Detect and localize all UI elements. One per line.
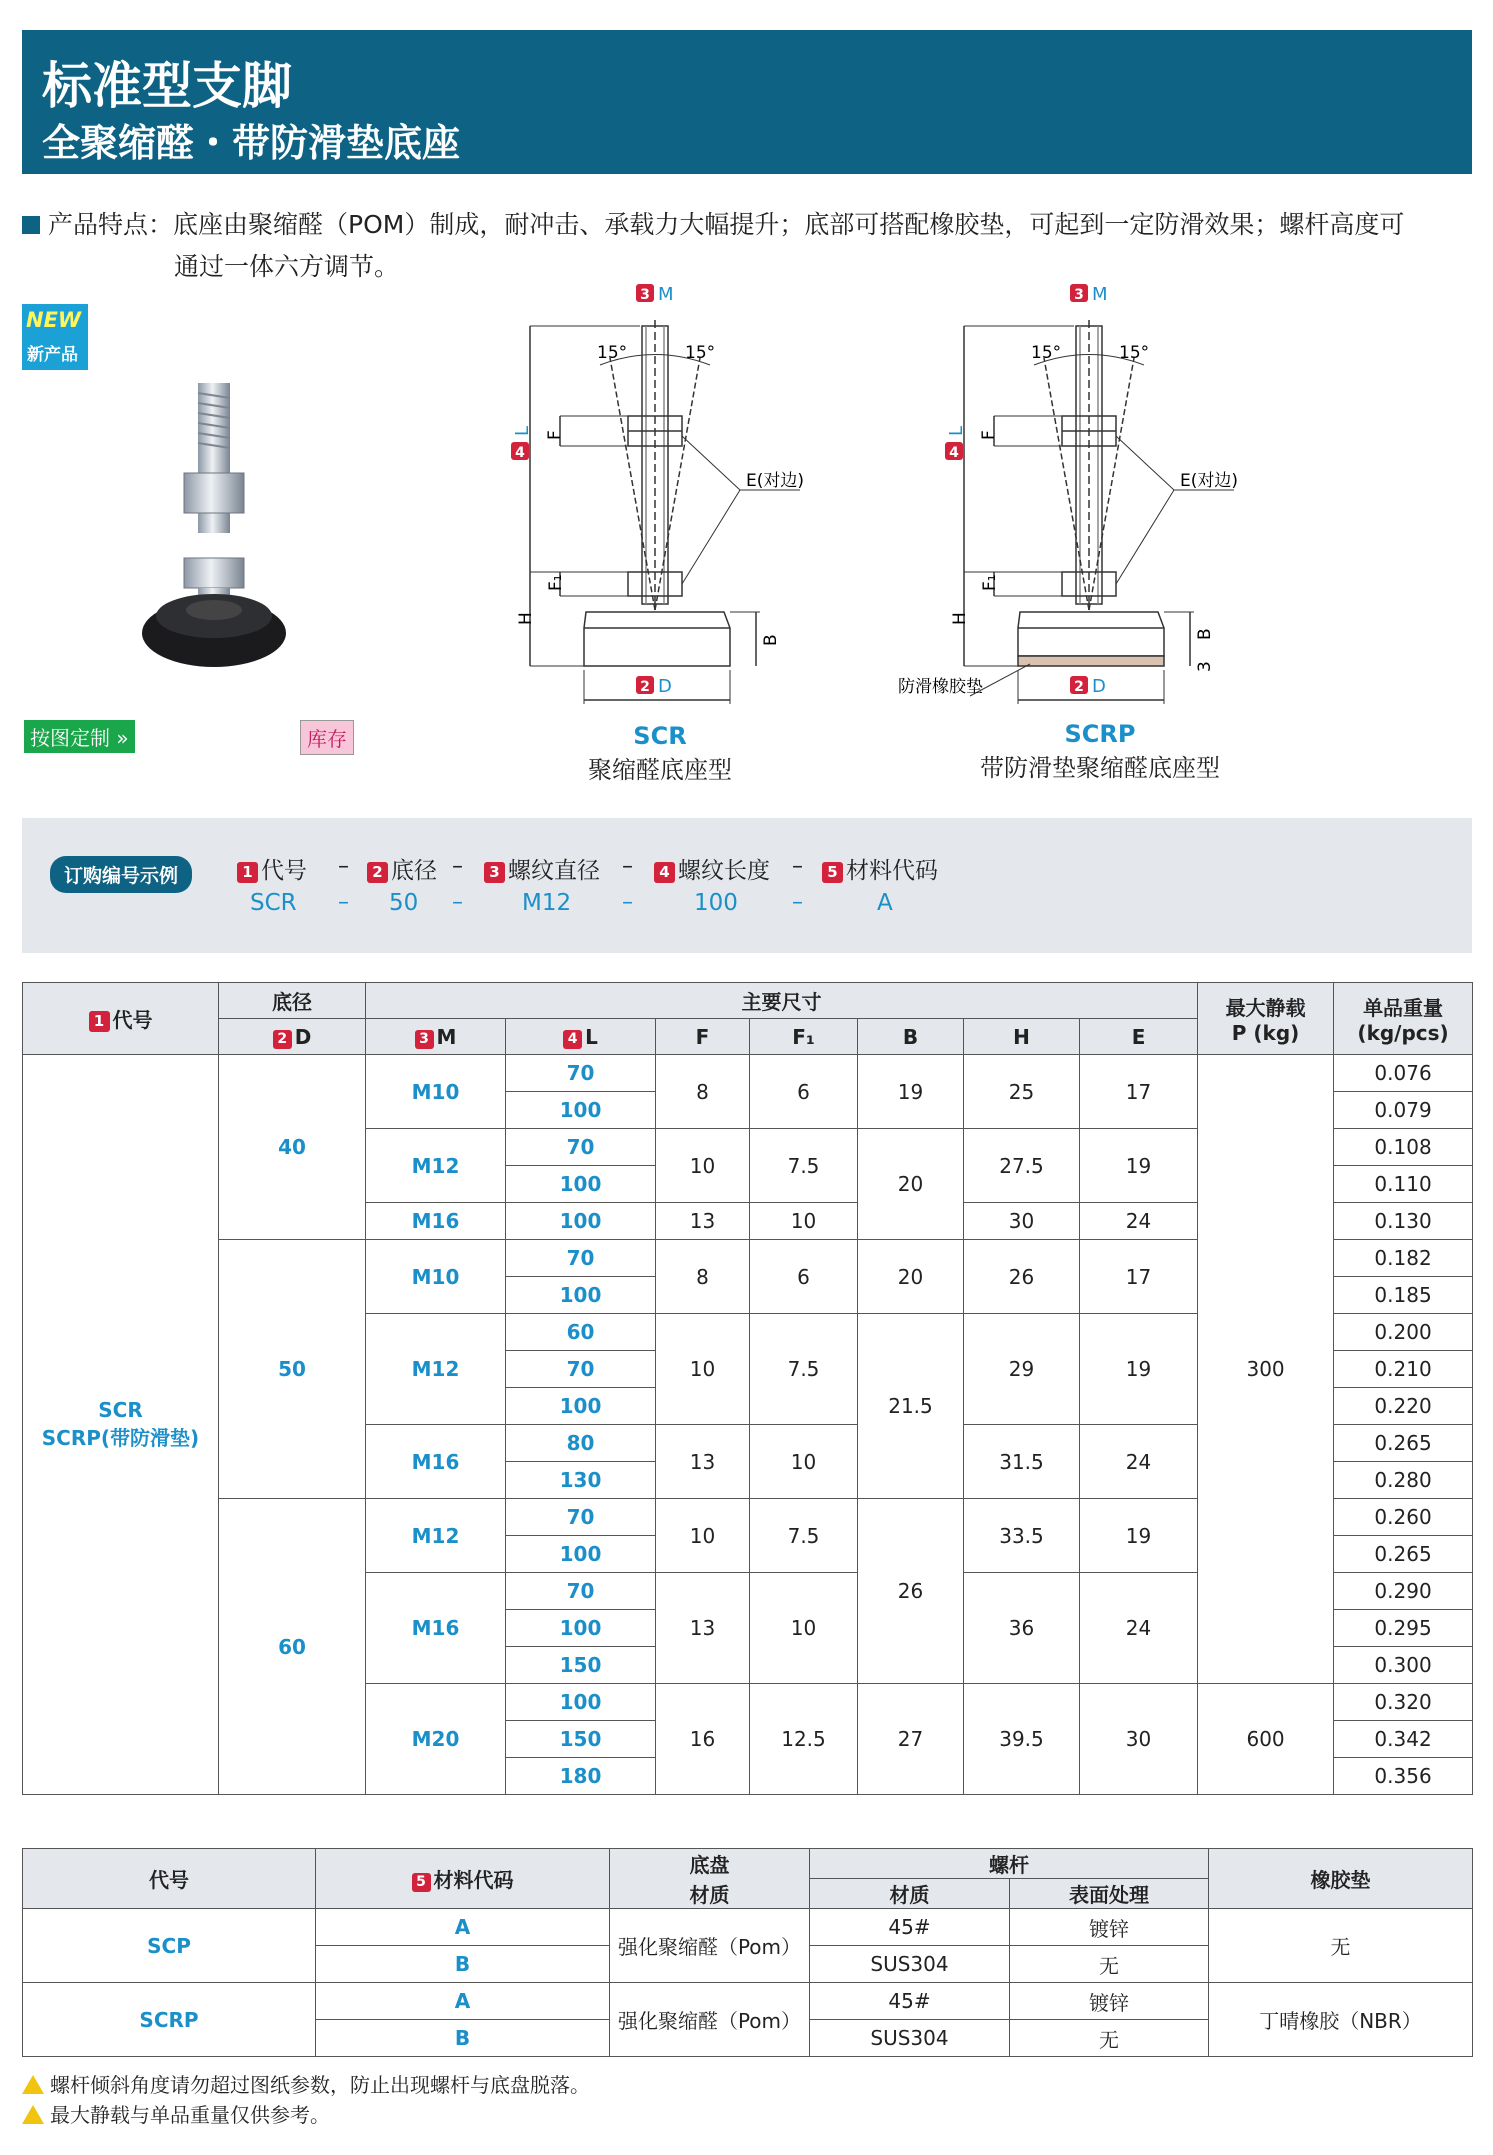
f1-cell: 10	[750, 1573, 858, 1684]
order-example	[22, 818, 1472, 953]
title-banner	[22, 30, 1472, 174]
weight-cell: 0.182	[1334, 1240, 1473, 1277]
col-code: 1 代号	[23, 983, 219, 1055]
stock-tag[interactable]	[300, 720, 354, 755]
label-e: E(对边)	[746, 471, 805, 491]
e-cell: 19	[1080, 1499, 1198, 1573]
b-cell: 19	[858, 1055, 964, 1129]
features-line-1: 产品特点：底座由聚缩醛（POM）制成，耐冲击、承载力大幅提升；底部可搭配橡胶垫，可起到一定防滑效果；螺杆高度可	[48, 210, 1405, 239]
table-row	[23, 1909, 1473, 1946]
mat-code-cell: SCP	[23, 1909, 316, 1983]
note-1: 螺杆倾斜角度请勿超过图纸参数，防止出现螺杆与底盘脱落。	[22, 2070, 590, 2100]
col-load: 最大静载 P (kg)	[1198, 983, 1334, 1055]
load-cell: 300	[1198, 1055, 1334, 1684]
col-e: E	[1080, 1019, 1198, 1055]
mat-col-screw: 螺杆	[810, 1849, 1209, 1879]
dash: –	[338, 890, 349, 915]
code-cell: SCR SCRP(带防滑垫)	[23, 1055, 219, 1795]
h-cell: 27.5	[964, 1129, 1080, 1203]
col-h: H	[964, 1019, 1080, 1055]
col-l: 4 L	[506, 1019, 656, 1055]
order-value-2: 50	[389, 890, 419, 916]
length-l-cell: 100	[506, 1536, 656, 1573]
b-cell: 21.5	[858, 1314, 964, 1499]
weight-cell: 0.342	[1334, 1721, 1473, 1758]
length-l-cell: 150	[506, 1647, 656, 1684]
label-d: D	[658, 676, 672, 697]
weight-cell: 0.130	[1334, 1203, 1473, 1240]
warning-icon	[22, 2105, 44, 2124]
e-cell: 17	[1080, 1055, 1198, 1129]
weight-cell: 0.110	[1334, 1166, 1473, 1203]
angle-right: 15°	[685, 343, 716, 363]
order-value-3: M12	[522, 890, 572, 916]
dash: –	[452, 890, 463, 915]
e-cell: 19	[1080, 1314, 1198, 1425]
order-value-4: 100	[694, 890, 738, 916]
weight-cell: 0.265	[1334, 1536, 1473, 1573]
mat-screw-cell: SUS304	[810, 2020, 1010, 2057]
mat-col-surface: 表面处理	[1010, 1879, 1209, 1909]
length-l-cell: 70	[506, 1055, 656, 1092]
h-cell: 30	[964, 1203, 1080, 1240]
dash: –	[792, 854, 803, 879]
f1-cell: 10	[750, 1425, 858, 1499]
label-3-r: 3	[1195, 661, 1215, 672]
weight-cell: 0.220	[1334, 1388, 1473, 1425]
order-field-2: 2 底径	[367, 852, 437, 885]
weight-cell: 0.108	[1334, 1129, 1473, 1166]
h-cell: 25	[964, 1055, 1080, 1129]
f1-cell: 6	[750, 1240, 858, 1314]
label-d-r: D	[1092, 676, 1106, 697]
weight-cell: 0.290	[1334, 1573, 1473, 1610]
thread-m-cell: M16	[366, 1573, 506, 1684]
svg-text:3: 3	[640, 287, 650, 303]
thread-m-cell: M16	[366, 1425, 506, 1499]
svg-text:4: 4	[949, 445, 959, 461]
length-l-cell: 60	[506, 1314, 656, 1351]
thread-m-cell: M12	[366, 1129, 506, 1203]
h-cell: 39.5	[964, 1684, 1080, 1795]
f-cell: 8	[656, 1240, 750, 1314]
weight-cell: 0.295	[1334, 1610, 1473, 1647]
label-h: H	[516, 612, 536, 625]
length-l-cell: 70	[506, 1240, 656, 1277]
col-weight: 单品重量 (kg/pcs)	[1334, 983, 1473, 1055]
col-f: F	[656, 1019, 750, 1055]
scrp-name: 带防滑垫聚缩醛底座型	[980, 754, 1220, 782]
order-field-5: 5 材料代码	[822, 852, 938, 885]
notes	[22, 2070, 590, 2130]
table-row	[23, 1055, 1473, 1092]
mat-matcode-cell: B	[316, 2020, 610, 2057]
f1-cell: 7.5	[750, 1129, 858, 1203]
mat-pad-cell: 丁晴橡胶（NBR）	[1209, 1983, 1473, 2057]
mat-col-pad: 橡胶垫	[1209, 1849, 1473, 1909]
angle-left: 15°	[597, 343, 628, 363]
product-photo	[140, 378, 300, 678]
f-cell: 10	[656, 1499, 750, 1573]
length-l-cell: 100	[506, 1203, 656, 1240]
label-l: L	[512, 425, 533, 436]
length-l-cell: 100	[506, 1610, 656, 1647]
new-product-badge	[22, 304, 88, 370]
warning-icon	[22, 2075, 44, 2094]
mat-matcode-cell: A	[316, 1909, 610, 1946]
length-l-cell: 100	[506, 1166, 656, 1203]
product-features	[22, 204, 1472, 288]
thread-m-cell: M12	[366, 1499, 506, 1573]
bullet-square-icon	[22, 216, 40, 234]
label-m-r: M	[1092, 284, 1108, 305]
length-l-cell: 70	[506, 1499, 656, 1536]
col-f1: F₁	[750, 1019, 858, 1055]
label-f1: F₁	[546, 574, 566, 591]
order-label: 订购编号示例	[50, 856, 192, 893]
page-subtitle: 全聚缩醛・带防滑垫底座	[42, 121, 461, 165]
col-b: B	[858, 1019, 964, 1055]
length-l-cell: 70	[506, 1351, 656, 1388]
mat-surface-cell: 无	[1010, 2020, 1209, 2057]
weight-cell: 0.320	[1334, 1684, 1473, 1721]
length-l-cell: 100	[506, 1092, 656, 1129]
table-row	[23, 1983, 1473, 2020]
f-cell: 13	[656, 1425, 750, 1499]
thread-m-cell: M12	[366, 1314, 506, 1425]
label-h-r: H	[950, 612, 970, 625]
b-cell: 26	[858, 1499, 964, 1684]
h-cell: 33.5	[964, 1499, 1080, 1573]
label-f: F	[545, 430, 565, 440]
thread-m-cell: M20	[366, 1684, 506, 1795]
angle-left-r: 15°	[1031, 343, 1062, 363]
col-m: 3 M	[366, 1019, 506, 1055]
label-f1-r: F₁	[980, 574, 1000, 591]
custom-tag-label: 按图定制	[30, 726, 110, 750]
features-line-2: 通过一体六方调节。	[174, 252, 400, 281]
page-title: 标准型支脚	[42, 57, 292, 115]
scrp-caption	[960, 720, 1240, 783]
h-cell: 26	[964, 1240, 1080, 1314]
mat-col-base: 底盘	[610, 1849, 810, 1879]
label-b-r: B	[1195, 628, 1215, 640]
label-m: M	[658, 284, 674, 305]
thread-m-cell: M10	[366, 1240, 506, 1314]
f-cell: 13	[656, 1203, 750, 1240]
col-main: 主要尺寸	[366, 983, 1198, 1019]
b-cell: 20	[858, 1240, 964, 1314]
weight-cell: 0.265	[1334, 1425, 1473, 1462]
length-l-cell: 70	[506, 1573, 656, 1610]
mat-pad-cell: 无	[1209, 1909, 1473, 1983]
thread-m-cell: M16	[366, 1203, 506, 1240]
b-cell: 27	[858, 1684, 964, 1795]
mat-surface-cell: 镀锌	[1010, 1909, 1209, 1946]
e-cell: 17	[1080, 1240, 1198, 1314]
svg-text:2: 2	[640, 679, 650, 695]
label-pad: 防滑橡胶垫	[898, 677, 983, 697]
mat-code-cell: SCRP	[23, 1983, 316, 2057]
custom-tag[interactable]	[24, 720, 135, 753]
mat-screw-cell: 45#	[810, 1909, 1010, 1946]
weight-cell: 0.356	[1334, 1758, 1473, 1795]
order-field-4: 4 螺纹长度	[654, 852, 770, 885]
f-cell: 10	[656, 1129, 750, 1203]
label-b: B	[761, 634, 781, 646]
e-cell: 24	[1080, 1203, 1198, 1240]
col-base: 底径	[219, 983, 366, 1019]
dash: –	[452, 854, 463, 879]
e-cell: 24	[1080, 1425, 1198, 1499]
load-cell: 600	[1198, 1684, 1334, 1795]
label-l-r: L	[946, 425, 967, 436]
thread-m-cell: M10	[366, 1055, 506, 1129]
scr-code: SCR	[633, 722, 687, 750]
base-d-cell: 50	[219, 1240, 366, 1499]
scr-name: 聚缩醛底座型	[588, 756, 732, 784]
dash: –	[338, 854, 349, 879]
dash: –	[792, 890, 803, 915]
length-l-cell: 100	[506, 1388, 656, 1425]
length-l-cell: 70	[506, 1129, 656, 1166]
mat-surface-cell: 镀锌	[1010, 1983, 1209, 2020]
mat-matcode-cell: B	[316, 1946, 610, 1983]
dash: –	[622, 854, 633, 879]
scrp-code: SCRP	[1064, 720, 1136, 748]
weight-cell: 0.076	[1334, 1055, 1473, 1092]
label-f-r: F	[979, 430, 999, 440]
mat-screw-cell: 45#	[810, 1983, 1010, 2020]
material-table	[22, 1848, 1473, 2057]
mat-surface-cell: 无	[1010, 1946, 1209, 1983]
spec-table	[22, 982, 1473, 1795]
mat-base-cell: 强化聚缩醛（Pom）	[610, 1909, 810, 1983]
dash: –	[622, 890, 633, 915]
weight-cell: 0.300	[1334, 1647, 1473, 1684]
weight-cell: 0.079	[1334, 1092, 1473, 1129]
f-cell: 8	[656, 1055, 750, 1129]
f-cell: 16	[656, 1684, 750, 1795]
svg-text:2: 2	[1074, 679, 1084, 695]
label-e-r: E(对边)	[1180, 471, 1239, 491]
order-value-1: SCR	[250, 890, 297, 916]
f1-cell: 6	[750, 1055, 858, 1129]
mat-matcode-cell: A	[316, 1983, 610, 2020]
f1-cell: 7.5	[750, 1499, 858, 1573]
b-cell: 20	[858, 1129, 964, 1240]
weight-cell: 0.260	[1334, 1499, 1473, 1536]
weight-cell: 0.210	[1334, 1351, 1473, 1388]
h-cell: 36	[964, 1573, 1080, 1684]
e-cell: 24	[1080, 1573, 1198, 1684]
mat-col-matcode: 5 材料代码	[316, 1849, 610, 1909]
mat-col-code: 代号	[23, 1849, 316, 1909]
svg-text:4: 4	[515, 445, 525, 461]
f1-cell: 12.5	[750, 1684, 858, 1795]
f1-cell: 7.5	[750, 1314, 858, 1425]
mat-col-base-mat: 材质	[610, 1879, 810, 1909]
col-d: 2 D	[219, 1019, 366, 1055]
base-d-cell: 40	[219, 1055, 366, 1240]
e-cell: 19	[1080, 1129, 1198, 1203]
order-field-3: 3 螺纹直径	[484, 852, 600, 885]
mat-base-cell: 强化聚缩醛（Pom）	[610, 1983, 810, 2057]
weight-cell: 0.200	[1334, 1314, 1473, 1351]
mat-col-screw-mat: 材质	[810, 1879, 1010, 1909]
length-l-cell: 100	[506, 1277, 656, 1314]
length-l-cell: 80	[506, 1425, 656, 1462]
base-d-cell: 60	[219, 1499, 366, 1795]
length-l-cell: 150	[506, 1721, 656, 1758]
h-cell: 29	[964, 1314, 1080, 1425]
new-cn-label: 新产品	[27, 345, 78, 365]
length-l-cell: 180	[506, 1758, 656, 1795]
svg-text:3: 3	[1074, 287, 1084, 303]
weight-cell: 0.280	[1334, 1462, 1473, 1499]
scr-caption	[560, 722, 760, 785]
note-2: 最大静载与单品重量仅供参考。	[22, 2100, 590, 2130]
scrp-drawing	[890, 280, 1270, 710]
h-cell: 31.5	[964, 1425, 1080, 1499]
f-cell: 10	[656, 1314, 750, 1425]
scr-drawing	[500, 280, 860, 710]
order-field-1: 1 代号	[237, 852, 307, 885]
mat-screw-cell: SUS304	[810, 1946, 1010, 1983]
stock-tag-label: 库存	[307, 727, 347, 751]
weight-cell: 0.185	[1334, 1277, 1473, 1314]
length-l-cell: 130	[506, 1462, 656, 1499]
new-label: NEW	[26, 308, 82, 332]
e-cell: 30	[1080, 1684, 1198, 1795]
angle-right-r: 15°	[1119, 343, 1150, 363]
double-arrow-icon: »	[110, 726, 129, 750]
f1-cell: 10	[750, 1203, 858, 1240]
f-cell: 13	[656, 1573, 750, 1684]
order-value-5: A	[877, 890, 893, 916]
length-l-cell: 100	[506, 1684, 656, 1721]
